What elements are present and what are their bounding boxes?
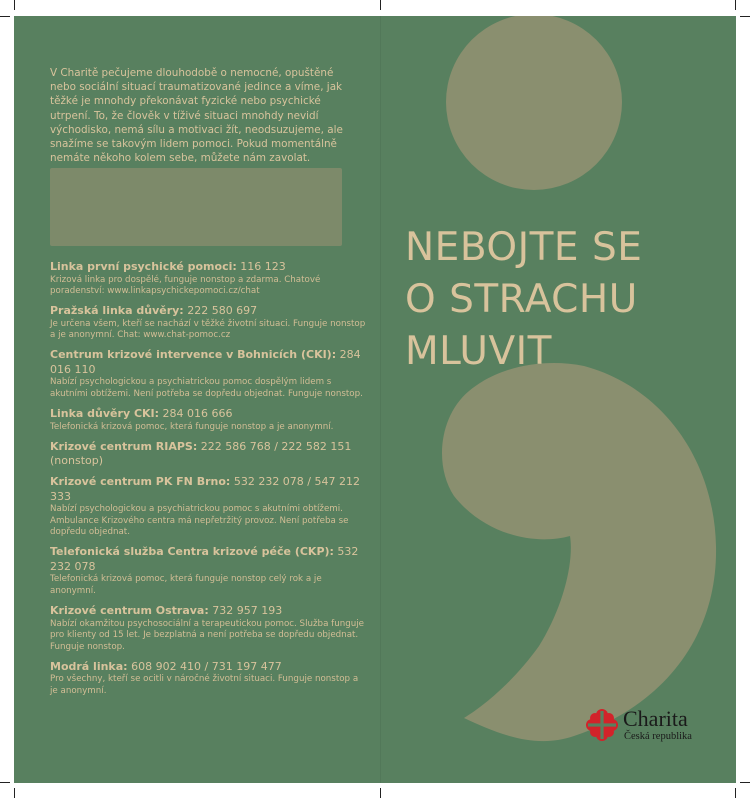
- contact-phone: 532 232 078 / 547 212 333: [50, 475, 360, 503]
- charita-cross-icon: [585, 708, 619, 742]
- contact-description: Nabízí psychologickou a psychiatrickou pomoc s akutními obtížemi. Ambulance Krizového centra má nepřetržitý provoz. Není potřeba se dopředu objednat.: [50, 504, 349, 538]
- semicolon-dot: [446, 16, 622, 190]
- contact-title: [50, 440, 368, 469]
- contact-name: Pražská linka důvěry:: [50, 304, 184, 318]
- contact-title: [50, 407, 368, 422]
- crop-mark: [740, 16, 750, 17]
- crop-mark: [0, 782, 10, 783]
- contact-name: Modrá linka:: [50, 659, 128, 673]
- crop-mark: [380, 788, 381, 798]
- contact-name: Krizové centrum PK FN Brno:: [50, 475, 231, 489]
- contact-title: [50, 348, 368, 377]
- contact-list: [50, 260, 368, 704]
- crop-mark: [380, 0, 381, 10]
- contact-item: [50, 440, 368, 469]
- contact-phone: 732 957 193: [208, 604, 283, 618]
- contact-title: [50, 545, 368, 574]
- brochure-page: [14, 16, 736, 783]
- contact-phone: 222 580 697: [183, 304, 258, 318]
- contact-name: Krizové centrum RIAPS:: [50, 439, 198, 453]
- intro-text: V Charitě pečujeme dlouhodobě o nemocné, opuštěné nebo sociální situací traumatizované jedince a víme, jak těžké je mnohdy překonávat fyzické nebo psychické utrpení. To, že člověk v tíživé situaci mnohdy nevidí východisko, nemá sílu a motivaci žít, neodsuzujeme, ale snažíme se takovým lidem pomoci. Pokud momentálně nemáte někoho kolem sebe, můžete nám zavolat.: [50, 67, 343, 165]
- contact-phone: 116 123: [236, 260, 286, 273]
- logo-subtitle: Česká republika: [624, 731, 692, 742]
- contact-phone: 608 902 410 / 731 197 477: [127, 659, 282, 673]
- crop-mark: [735, 788, 736, 798]
- contact-item: [50, 545, 368, 597]
- contact-name: Krizové centrum Ostrava:: [50, 604, 209, 618]
- contact-description: Nabízí psychologickou a psychiatrickou pomoc dospělým lidem s akutními obtížemi. Není potřeba se dopředu objednat. Funguje nonstop.: [50, 377, 363, 399]
- crop-mark: [14, 0, 15, 10]
- contact-name: Centrum krizové intervence v Bohnicích (CKI):: [50, 348, 337, 362]
- headline-line: NEBOJTE SE: [405, 225, 643, 270]
- contact-item: [50, 407, 368, 433]
- contact-phone: 284 016 110: [50, 348, 361, 376]
- contact-description: Nabízí okamžitou psychosociální a terapeutickou pomoc. Služba funguje pro klienty od 15 let. Je bezplatná a není potřeba se dopředu objednat. Funguje nonstop.: [50, 618, 365, 652]
- contact-description: Pro všechny, kteří se ocitli v náročné životní situaci. Funguje nonstop a je anonymní.: [50, 674, 359, 696]
- contact-description: Je určena všem, kteří se nachází v těžké životní situaci. Funguje nonstop a je anonymní. Chat: www.chat-pomoc.cz: [50, 318, 366, 341]
- semicolon-comma: [442, 363, 716, 741]
- contact-title: [50, 260, 368, 275]
- headline-line: MLUVIT: [405, 329, 552, 374]
- logo-name: Charita: [623, 706, 688, 731]
- contact-item: [50, 604, 368, 653]
- fold-line: [380, 16, 381, 783]
- contact-description: Telefonická krizová pomoc, která funguje nonstop a je anonymní.: [50, 421, 334, 432]
- headline-line: O STRACHU: [405, 277, 638, 322]
- crop-mark: [0, 16, 10, 17]
- contact-description: Krizová linka pro dospělé, funguje nonstop a zdarma. Chatové poradenství: www.linkapsychickepomoci.cz/chat: [50, 274, 321, 297]
- contact-name: Linka první psychické pomoci:: [50, 260, 237, 273]
- contact-item: [50, 348, 368, 400]
- contact-item: [50, 660, 368, 698]
- contact-title: [50, 475, 368, 504]
- contact-item: [50, 475, 368, 539]
- contact-name: Linka důvěry CKI:: [50, 407, 160, 421]
- crop-mark: [735, 0, 736, 10]
- contact-title: [50, 660, 368, 675]
- contact-phone: 284 016 666: [159, 407, 233, 421]
- charita-logo: [585, 706, 725, 750]
- contact-title: [50, 604, 368, 619]
- contact-item: [50, 260, 368, 298]
- contact-phone: 532 232 078: [50, 545, 359, 573]
- contact-phone: 222 586 768 / 222 582 151 (nonstop): [50, 439, 352, 468]
- contact-title: [50, 304, 368, 319]
- contact-name: Telefonická služba Centra krizové péče (CKP):: [50, 545, 334, 559]
- contact-description: Telefonická krizová pomoc, která funguje nonstop celý rok a je anonymní.: [50, 574, 322, 597]
- blank-stamp-box: [50, 168, 342, 246]
- crop-mark: [14, 788, 15, 798]
- contact-item: [50, 304, 368, 342]
- crop-mark: [740, 782, 750, 783]
- headline: [405, 222, 725, 378]
